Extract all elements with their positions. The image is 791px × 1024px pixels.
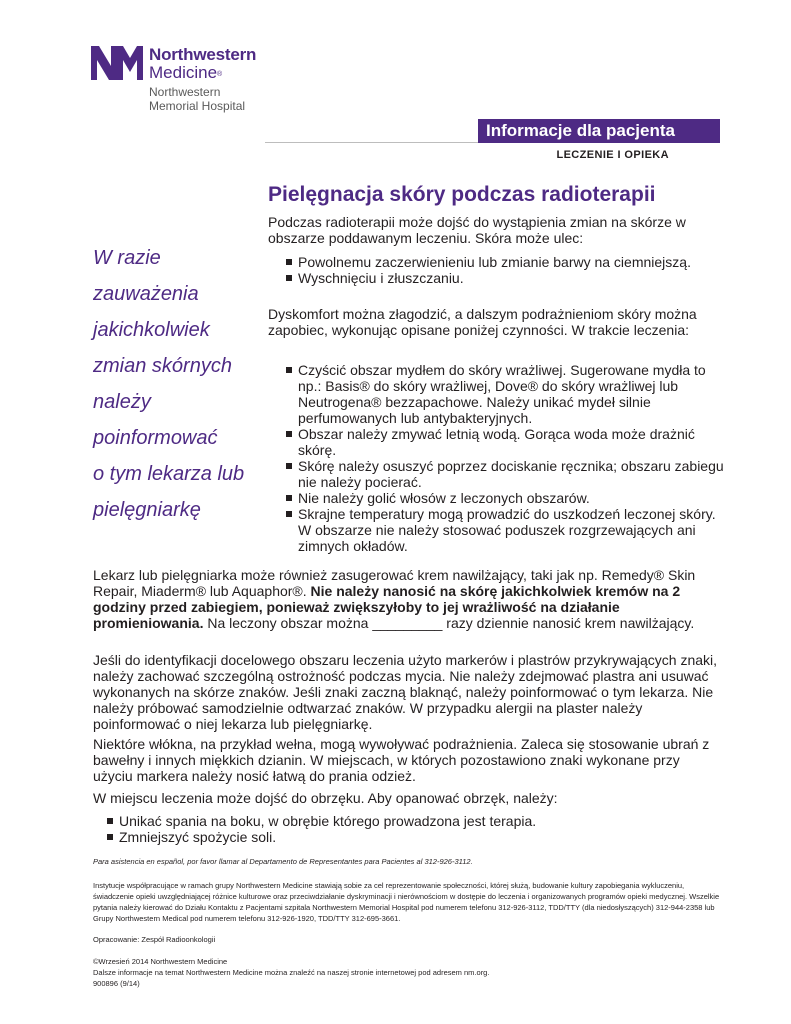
- copyright: ©Wrzesień 2014 Northwestern Medicine: [93, 957, 228, 966]
- more-info: Dalsze informacje na temat Northwestern Medicine można znaleźć na naszej stronie internetowej pod adresem nm.org.: [93, 968, 490, 977]
- cream-text-1: Lekarz lub pielęgniarka może również zasugerować krem nawilżający, taki jak np. Remedy® Skin Repair, Miaderm® lub Aquaphor®.: [93, 567, 696, 599]
- document-code: 900896 (9/14): [93, 979, 140, 988]
- cream-paragraph: [93, 567, 723, 631]
- institutions-statement: Instytucje współpracujące w ramach grupy Northwestern Medicine stawiają sobie za cel reprezentowanie społeczności, której służą, budowanie kultury zapobiegania wykluczeniu, świadczenie opieki uwzględniającej różnice kulturowe oraz przeciwdziałanie dyskryminacji i nierównościom w dostępie do leczenia i organizowanych programów opieki medycznej. Wszelkie pytania należy kierować do Działu Kontaktu z Pacjentami szpitala Northwestern Memorial Hospital pod numerem telefonu 312-926-3112, TDD/TTY (dla niedosłyszących) 312-944-2358 lub Grupy Northwestern Medical pod numerem telefonu 312-926-1920, TDD/TTY 312-695-3661.: [93, 881, 720, 923]
- care-steps-list: [268, 362, 728, 554]
- list-item: Wyschnięciu i złuszczaniu.: [282, 270, 728, 286]
- side-callout: [93, 240, 263, 528]
- swelling-steps-list: [93, 813, 723, 845]
- skin-changes-list: [268, 254, 728, 286]
- callout-line: zmian skórnych: [93, 355, 232, 377]
- northwestern-medicine-logo: [91, 43, 291, 123]
- logo-name: Northwestern: [149, 45, 257, 64]
- callout-line: zauważenia: [93, 283, 199, 305]
- header-category: LECZENIE I OPIEKA: [556, 149, 669, 161]
- list-item: Powolnemu zaczerwienieniu lub zmianie barwy na ciemniejszą.: [282, 254, 728, 270]
- logo-sub: [149, 63, 222, 82]
- list-item: Nie należy golić włosów z leczonych obszarów.: [282, 490, 728, 506]
- callout-line: o tym lekarza lub: [93, 463, 245, 485]
- logo-registered-mark: ®: [217, 71, 223, 78]
- spanish-assistance-note: Para asistencia en español, por favor llamar al Departamento de Representantes para Pacientes al 312-926-3112.: [93, 857, 473, 866]
- page-title: Pielęgnacja skóry podczas radioterapii: [268, 183, 656, 206]
- header-tab-label: Informacje dla pacjenta: [478, 119, 720, 143]
- fibers-paragraph: Niektóre włókna, na przykład wełna, mogą wywoływać podrażnienia. Zaleca się stosowanie ubrań z bawełny i innych miękkich dzianin. W miejscach, w których pozostawiono znaki wykonane przy użyciu markera należy nosić łatwą do prania odzież.: [93, 736, 710, 784]
- markers-paragraph: Jeśli do identyfikacji docelowego obszaru leczenia użyto markerów i plastrów przykrywających znaki, należy zachować szczególną ostrożność podczas mycia. Nie należy zdejmować plastra ani usuwać wykonanych na skórze znaków. Jeśli znaki zaczną blaknąć, należy poinformować o tym lekarza. Nie należy próbować samodzielnie odtwarzać znaków. W przypadku alergii na plaster należy poinformować o niej lekarza lub pielęgniarkę.: [93, 652, 718, 732]
- swelling-paragraph: W miejscu leczenia może dojść do obrzęku. Aby opanować obrzęk, należy:: [93, 790, 558, 806]
- list-item: Unikać spania na boku, w obrębie którego prowadzona jest terapia.: [103, 813, 723, 829]
- cream-text-2: Na leczony obszar można _________ razy dziennie nanosić krem nawilżający.: [203, 615, 695, 631]
- list-item: Zmniejszyć spożycie soli.: [103, 829, 723, 845]
- list-item: Obszar należy zmywać letnią wodą. Gorąca woda może drażnić skórę.: [282, 426, 728, 458]
- logo-hospital-line1: Northwestern: [149, 85, 221, 99]
- callout-line: poinformować: [93, 427, 218, 449]
- logo-sub-text: Medicine: [149, 63, 218, 82]
- callout-line: pielęgniarkę: [93, 499, 201, 521]
- list-item: Skrajne temperatury mogą prowadzić do uszkodzeń leczonej skóry. W obszarze nie należy stosować poduszek rozgrzewających ani zimnych okładów.: [282, 506, 728, 554]
- callout-line: W razie: [93, 247, 161, 269]
- callout-line: należy: [93, 391, 151, 413]
- comfort-paragraph: Dyskomfort można złagodzić, a dalszym podrażnieniom skóry można zapobiec, wykonując opisane poniżej czynności. W trakcie leczenia:: [268, 306, 697, 338]
- list-item: Skórę należy osuszyć poprzez dociskanie ręcznika; obszaru zabiegu nie należy pocierać.: [282, 458, 728, 490]
- list-item: Czyścić obszar mydłem do skóry wrażliwej. Sugerowane mydła to np.: Basis® do skóry wrażliwej, Dove® do skóry wrażliwej lub Neutrogena® bezzapachowe. Należy unikać mydeł silnie perfumowanych lub antybakteryjnych.: [282, 362, 728, 426]
- logo-hospital-line2: Memorial Hospital: [149, 99, 246, 113]
- nm-monogram-icon: [91, 46, 143, 80]
- prepared-by: Opracowanie: Zespół Radioonkologii: [93, 935, 216, 944]
- intro-paragraph: Podczas radioterapii może dojść do wystąpienia zmian na skórze w obszarze poddawanym leczeniu. Skóra może ulec:: [268, 214, 686, 246]
- callout-line: jakichkolwiek: [93, 319, 210, 341]
- cream-warning: Nie należy nanosić na skórę jakichkolwiek kremów na 2 godziny przed zabiegiem, ponieważ zwiększyłoby to jej wrażliwość na działanie promieniowania.: [93, 583, 681, 631]
